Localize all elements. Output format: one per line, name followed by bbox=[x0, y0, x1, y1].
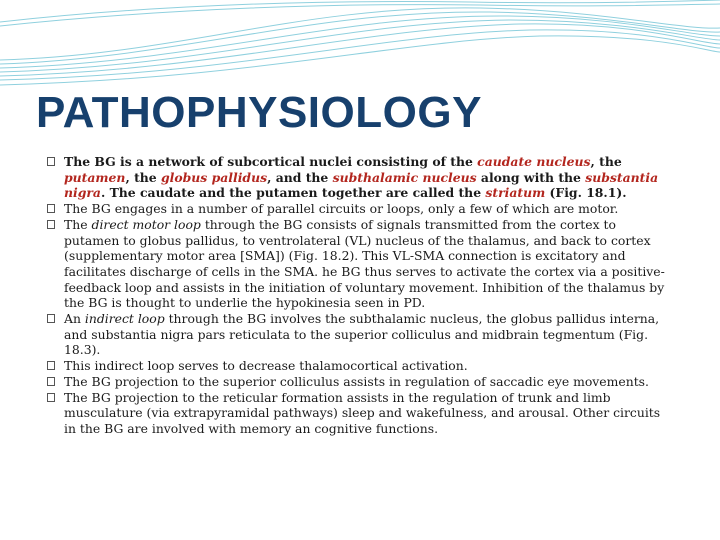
bullet-text-segment: The bbox=[64, 216, 92, 232]
bullet-text-segment: subthalamic nucleus bbox=[332, 169, 477, 185]
bullet-text-segment: The BG engages in a number of parallel circuits or loops, only a few of which are motor. bbox=[64, 201, 619, 217]
bullet-text-segment: putamen bbox=[64, 169, 126, 185]
bullet-text-segment: through the BG consists of signals transmitted from the cortex to putamen to globus pallidus, to ventrolateral (VL) nucleus of the thalamus, and back to cortex (supplementary motor area [SMA]) (Fig. 18.2). This VL-SMA connection is excitatory and facilitates discharge of cells in the SMA. he BG thus serves to activate the cortex via a positive-feedback loop and assists in the initiation of voluntary movement. Inhibition of the thalamus by the BG is thought to underlie the hypokinesia seen in PD. bbox=[64, 216, 665, 311]
bullet-item bbox=[45, 154, 675, 201]
decorative-header-curves bbox=[0, 0, 720, 100]
bullet-text-segment: direct motor loop bbox=[91, 216, 201, 232]
bullet-text-segment: indirect loop bbox=[84, 311, 165, 327]
bullet-text-segment: substantia nigra bbox=[64, 169, 659, 201]
bullet-text-segment: The BG projection to the superior colliculus assists in regulation of saccadic eye movements. bbox=[64, 373, 649, 389]
bullet-text-segment: , the bbox=[590, 154, 622, 169]
bullet-text-segment: through the BG involves the subthalamic nucleus, the globus pallidus interna, and substantia nigra pars reticulata to the superior colliculus and midbrain tegmentum (Fig. 18.3). bbox=[64, 311, 660, 358]
bullet-text-segment: . bbox=[622, 185, 627, 201]
bullet-text-segment: The BG projection to the reticular formation assists in the regulation of trunk and limb musculature (via extrapyramidal pathways) sleep and wakefulness, and arousal. Other circuits in the BG are involved with memory an cognitive functions. bbox=[64, 389, 661, 436]
checkbox-bullet-icon bbox=[47, 157, 55, 166]
bullet-text-segment: striatum bbox=[485, 185, 546, 201]
bullet-item bbox=[45, 374, 675, 390]
checkbox-bullet-icon bbox=[47, 204, 55, 213]
bullet-text-segment: caudate nucleus bbox=[477, 154, 591, 169]
bullet-text-segment: The BG is a network of subcortical nuclei consisting of the bbox=[64, 154, 478, 169]
bullet-item bbox=[45, 311, 675, 358]
bullet-item bbox=[45, 201, 675, 217]
bullet-text-segment: An bbox=[64, 311, 85, 327]
checkbox-bullet-icon bbox=[47, 361, 55, 370]
bullet-text-segment: along with the bbox=[476, 169, 586, 185]
slide-title: PATHOPHYSIOLOGY bbox=[36, 88, 482, 137]
bullet-text-segment: This indirect loop serves to decrease thalamocortical activation. bbox=[64, 358, 468, 374]
bullet-text-segment: , and the bbox=[267, 169, 333, 185]
bullet-item bbox=[45, 358, 675, 374]
bullet-list bbox=[45, 154, 675, 437]
bullet-text-segment: , the bbox=[125, 169, 161, 185]
checkbox-bullet-icon bbox=[47, 393, 55, 402]
bullet-item bbox=[45, 217, 675, 311]
bullet-text-segment: (Fig. 18.1) bbox=[545, 185, 623, 201]
checkbox-bullet-icon bbox=[47, 314, 55, 323]
bullet-item bbox=[45, 390, 675, 437]
bullet-text-segment: . The caudate and the putamen together are called the bbox=[100, 185, 486, 201]
checkbox-bullet-icon bbox=[47, 220, 55, 229]
bullet-text-segment: globus pallidus bbox=[161, 169, 268, 185]
checkbox-bullet-icon bbox=[47, 377, 55, 386]
